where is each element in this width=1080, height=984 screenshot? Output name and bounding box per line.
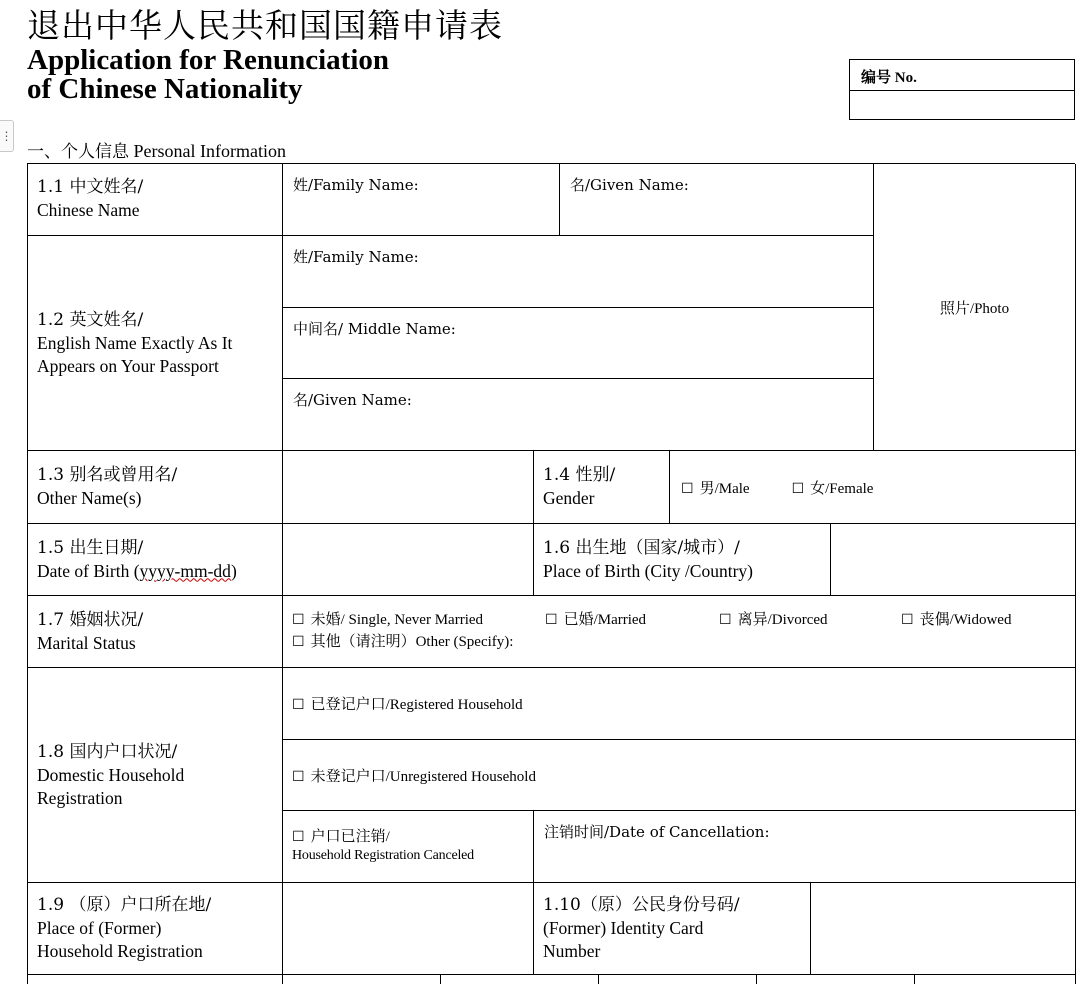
date-format-hint: yyyy-mm-dd — [139, 560, 231, 581]
label-text-en: (Former) Identity Card Number — [543, 918, 704, 961]
option-label: 丧偶/Widowed — [919, 612, 1012, 628]
next-row-cell[interactable] — [757, 975, 915, 984]
household-unregistered-option[interactable] — [283, 740, 1076, 811]
next-row-label-cell — [28, 975, 283, 984]
application-number-label: 编号 No. — [850, 60, 1074, 91]
cancellation-date-field[interactable] — [534, 811, 1076, 883]
section-title-cn: 一、个人信息 — [27, 142, 129, 162]
family-name-label: 姓/Family Name: — [293, 248, 419, 266]
household-canceled-option[interactable] — [283, 811, 534, 883]
marital-single-option[interactable] — [292, 608, 483, 629]
option-label: 已婚/Married — [563, 612, 647, 628]
label-gender — [534, 451, 670, 524]
option-label: 男/Male — [699, 480, 750, 497]
form-title-english-line1: Application for Renunciation — [27, 44, 390, 76]
section-personal-info-title — [27, 139, 286, 164]
label-text-cn: 1.1 中文姓名/ — [37, 177, 144, 197]
label-text-en-c: ) — [230, 560, 237, 581]
label-household-place — [28, 883, 283, 975]
marital-other-option[interactable] — [292, 630, 513, 651]
gender-male-option[interactable] — [681, 477, 750, 498]
english-family-name-field[interactable] — [283, 236, 874, 308]
label-text-cn: 1.2 英文姓名/ — [37, 309, 144, 330]
label-date-of-birth — [28, 524, 283, 596]
label-text-en: Chinese Name — [37, 200, 140, 220]
option-label: 未登记户口/Unregistered Household — [310, 768, 536, 785]
family-name-label: 姓/Family Name: — [293, 176, 419, 194]
given-name-label: 名/Given Name: — [293, 391, 412, 409]
option-label: 户口已注销/ — [310, 829, 390, 845]
date-of-birth-field[interactable] — [283, 524, 534, 596]
identity-card-number-field[interactable] — [811, 883, 1076, 975]
gender-options — [670, 451, 1076, 524]
marital-divorced-option[interactable] — [719, 608, 828, 629]
checkbox-icon[interactable]: ☐ — [292, 612, 305, 628]
chinese-family-name-field[interactable] — [283, 164, 560, 236]
next-row-cell[interactable] — [599, 975, 757, 984]
application-number-field[interactable] — [850, 91, 1074, 119]
next-row-cell[interactable] — [441, 975, 599, 984]
next-row-cell[interactable] — [915, 975, 1076, 984]
label-text-en: Gender — [543, 488, 595, 508]
label-text-cn: 1.8 国内户口状况/ — [37, 741, 178, 762]
option-label: 女/Female — [810, 480, 874, 497]
option-label-en: Household Registration Canceled — [292, 848, 474, 863]
drag-handle-icon[interactable]: ⋮ — [0, 120, 14, 152]
checkbox-icon[interactable]: ☐ — [292, 829, 305, 845]
marital-married-option[interactable] — [545, 608, 646, 629]
checkbox-icon[interactable]: ☐ — [719, 612, 732, 628]
label-text-en: Other Name(s) — [37, 488, 142, 508]
option-label: 其他（请注明）Other (Specify): — [310, 634, 514, 650]
option-label: 已登记户口/Registered Household — [310, 697, 523, 713]
label-household-registration — [28, 668, 283, 883]
option-label: 未婚/ Single, Never Married — [310, 612, 484, 628]
cancellation-date-label: 注销时间/Date of Cancellation: — [544, 823, 770, 841]
label-english-name — [28, 236, 283, 451]
marital-status-options — [283, 596, 1076, 668]
checkbox-icon[interactable]: ☐ — [545, 612, 558, 628]
application-number-box — [849, 59, 1075, 120]
label-text-en: Place of (Former) Household Registration — [37, 918, 203, 961]
photo-label: 照片/Photo — [939, 300, 1010, 317]
option-label: 离异/Divorced — [737, 612, 828, 628]
english-given-name-field[interactable] — [283, 379, 874, 451]
label-text-cn: 1.4 性别/ — [543, 465, 616, 485]
label-text-cn: 1.3 别名或曾用名/ — [37, 465, 178, 485]
place-of-birth-field[interactable] — [831, 524, 1076, 596]
label-text-en-a: Date of Birth ( — [37, 560, 140, 581]
next-row-cell[interactable] — [283, 975, 441, 984]
household-place-field[interactable] — [283, 883, 534, 975]
gender-female-option[interactable] — [792, 477, 874, 498]
checkbox-icon[interactable]: ☐ — [292, 768, 305, 785]
label-text-en — [37, 560, 273, 583]
checkbox-icon[interactable]: ☐ — [292, 634, 305, 650]
label-text-cn: 1.5 出生日期/ — [37, 537, 144, 558]
label-text-cn: 1.9 （原）户口所在地/ — [37, 895, 212, 915]
label-identity-card-number — [534, 883, 811, 975]
chinese-given-name-field[interactable] — [560, 164, 874, 236]
checkbox-icon[interactable]: ☐ — [901, 612, 914, 628]
middle-name-label: 中间名/ Middle Name: — [293, 320, 456, 338]
form-title-english — [27, 46, 389, 104]
form-title-chinese: 退出中华人民共和国国籍申请表 — [27, 6, 503, 45]
form-title-english-line2: of Chinese Nationality — [27, 73, 303, 105]
checkbox-icon[interactable]: ☐ — [681, 480, 694, 497]
checkbox-icon[interactable]: ☐ — [292, 697, 305, 713]
label-text-cn: 1.10（原）公民身份号码/ — [543, 895, 740, 915]
label-text-en: English Name Exactly As It Appears on Your Passport — [37, 332, 233, 376]
label-chinese-name — [28, 164, 283, 236]
label-other-names — [28, 451, 283, 524]
label-text-en: Domestic Household Registration — [37, 764, 185, 808]
label-text-en: Place of Birth (City /Country) — [543, 560, 753, 581]
personal-info-table — [27, 163, 1075, 984]
marital-widowed-option[interactable] — [901, 608, 1011, 629]
other-names-field[interactable] — [283, 451, 534, 524]
label-text-cn: 1.6 出生地（国家/城市）/ — [543, 537, 740, 558]
english-middle-name-field[interactable] — [283, 308, 874, 379]
photo-box[interactable] — [874, 164, 1076, 451]
household-registered-option[interactable] — [283, 668, 1076, 740]
checkbox-icon[interactable]: ☐ — [791, 480, 805, 497]
section-title-en: Personal Information — [133, 141, 286, 161]
label-text-en: Marital Status — [37, 632, 136, 653]
label-marital-status — [28, 596, 283, 668]
label-text-cn: 1.7 婚姻状况/ — [37, 609, 144, 630]
given-name-label: 名/Given Name: — [570, 176, 689, 194]
label-place-of-birth — [534, 524, 831, 596]
